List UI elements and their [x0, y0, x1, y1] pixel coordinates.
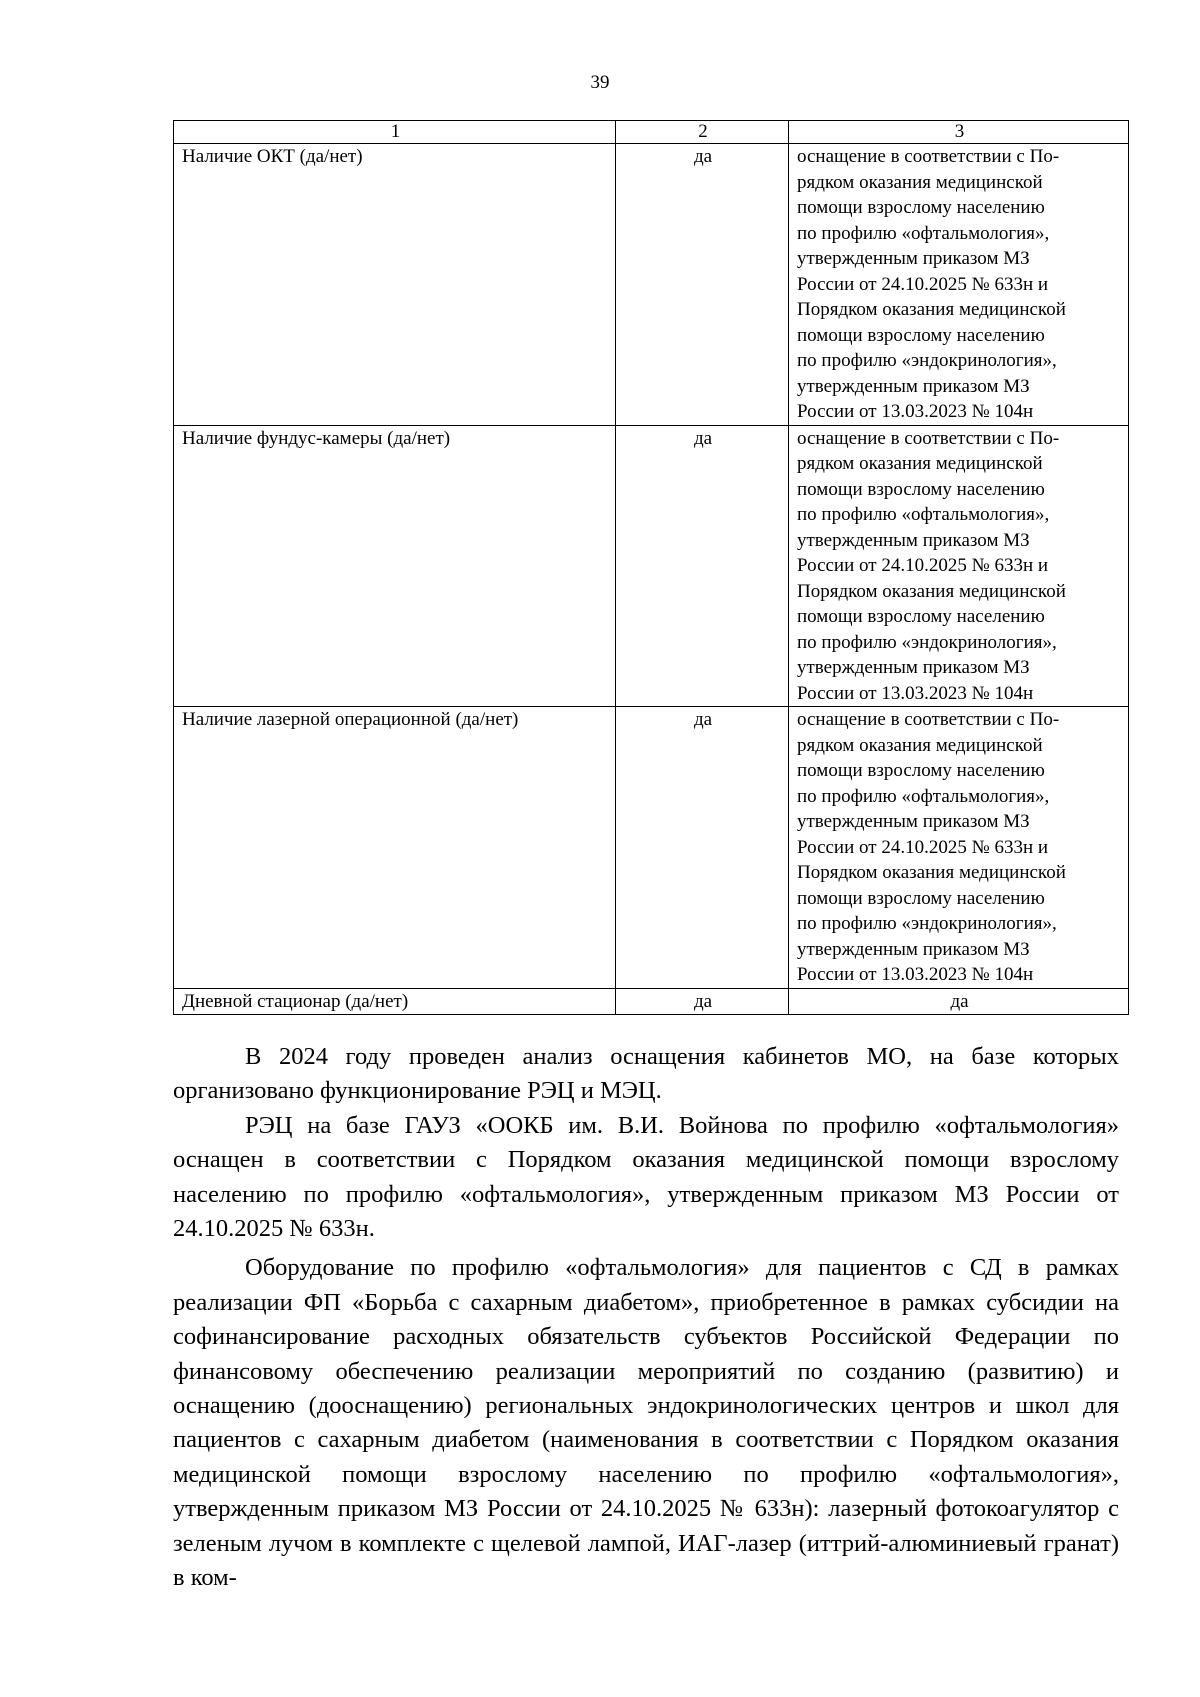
- note-line: утвержденным приказом МЗ: [797, 811, 1030, 832]
- note-line: оснащение в соответствии с По-: [797, 427, 1060, 449]
- paragraph: В 2024 году проведен анализ оснащения кабинетов МО, на базе которых организовано функционирование РЭЦ и МЭЦ.: [173, 1043, 1119, 1105]
- note-line: России от 13.03.2023 № 104н: [797, 401, 1034, 422]
- row-value: да: [616, 425, 789, 707]
- note-line: утвержденным приказом МЗ: [797, 529, 1030, 551]
- note-line: оснащение в соответствии с По-: [797, 709, 1060, 730]
- row-value: да: [616, 144, 789, 426]
- column-header-1: 1: [174, 121, 616, 144]
- paragraph: Оборудование по профилю «офтальмология» для пациентов с СД в рамках реализации ФП «Борьба с сахарным диабетом», приобретенное в рамках субсидии на софинансирование расходных обязательств субъектов Российской Федерации по финансовому обеспечению реализации мероприятий по созданию (развитию) и оснащению (дооснащению) региональных эндокринологических центров и школ для пациентов с сахарным диабетом (наименования в соответствии с Порядком оказания медицинской помощи взрослому населению по профилю «офтальмология», утвержденным приказом МЗ России от 24.10.2025 № 633н): лазерный фотокоагулятор с зеленым лучом в комплекте с щелевой лампой, ИАГ-лазер (иттрий-алюминиевый гранат) в ком-: [173, 1254, 1119, 1592]
- note-line: по профилю «эндокринология»,: [797, 350, 1057, 371]
- note-line: по профилю «эндокринология»,: [797, 913, 1057, 934]
- row-name: Наличие ОКТ (да/нет): [174, 144, 616, 426]
- note-line: помощи взрослому населению: [797, 197, 1045, 218]
- column-header-2: 2: [616, 121, 789, 144]
- equipment-table: [173, 120, 1129, 1015]
- body-text: [173, 1040, 1119, 1596]
- row-note: [789, 707, 1129, 989]
- note-line: помощи взрослому населению: [797, 760, 1045, 781]
- row-value: да: [616, 988, 789, 1015]
- note-line: России от 24.10.2025 № 633н и: [797, 555, 1049, 576]
- note-line: по профилю «офтальмология»,: [797, 785, 1050, 807]
- row-name: Наличие лазерной операционной (да/нет): [174, 707, 616, 989]
- table-row: [174, 988, 1129, 1015]
- row-note: да: [789, 988, 1129, 1015]
- note-line: рядком оказания медицинской: [797, 171, 1043, 193]
- row-value: да: [616, 707, 789, 989]
- table-header-row: [174, 121, 1129, 144]
- note-line: утвержденным приказом МЗ: [797, 248, 1030, 269]
- note-line: утвержденным приказом МЗ: [797, 657, 1030, 678]
- note-line: помощи взрослому населению: [797, 606, 1045, 627]
- row-name: Дневной стационар (да/нет): [174, 988, 616, 1015]
- note-line: рядком оказания медицинской: [797, 734, 1043, 756]
- note-line: Порядком оказания медицинской: [797, 580, 1066, 602]
- note-line: Порядком оказания медицинской: [797, 862, 1066, 883]
- table-row: [174, 425, 1129, 707]
- note-line: по профилю «эндокринология»,: [797, 631, 1057, 653]
- note-line: помощи взрослому населению: [797, 324, 1045, 346]
- paragraph: РЭЦ на базе ГАУЗ «ООКБ им. В.И. Войнова по профилю «офтальмология» оснащен в соответствии с Порядком оказания медицинской помощи взрослому населению по профилю «офтальмология», утвержденным приказом МЗ России от 24.10.2025 № 633н.: [173, 1111, 1119, 1243]
- note-line: России от 24.10.2025 № 633н и: [797, 273, 1049, 295]
- column-header-3: 3: [789, 121, 1129, 144]
- note-line: утвержденным приказом МЗ: [797, 375, 1030, 397]
- note-line: рядком оказания медицинской: [797, 453, 1043, 474]
- page-number: 39: [590, 72, 610, 93]
- note-line: по профилю «офтальмология»,: [797, 222, 1050, 244]
- note-line: помощи взрослому населению: [797, 887, 1045, 909]
- table-row: [174, 144, 1129, 426]
- note-line: помощи взрослому населению: [797, 478, 1045, 500]
- note-line: по профилю «офтальмология»,: [797, 504, 1050, 525]
- table-row: [174, 707, 1129, 989]
- row-note: [789, 425, 1129, 707]
- note-line: России от 24.10.2025 № 633н и: [797, 836, 1049, 858]
- note-line: оснащение в соответствии с По-: [797, 146, 1060, 167]
- row-note: [789, 144, 1129, 426]
- note-line: утвержденным приказом МЗ: [797, 938, 1030, 960]
- row-name: Наличие фундус-камеры (да/нет): [174, 425, 616, 707]
- note-line: России от 13.03.2023 № 104н: [797, 964, 1034, 985]
- note-line: Порядком оказания медицинской: [797, 299, 1066, 320]
- note-line: России от 13.03.2023 № 104н: [797, 682, 1034, 704]
